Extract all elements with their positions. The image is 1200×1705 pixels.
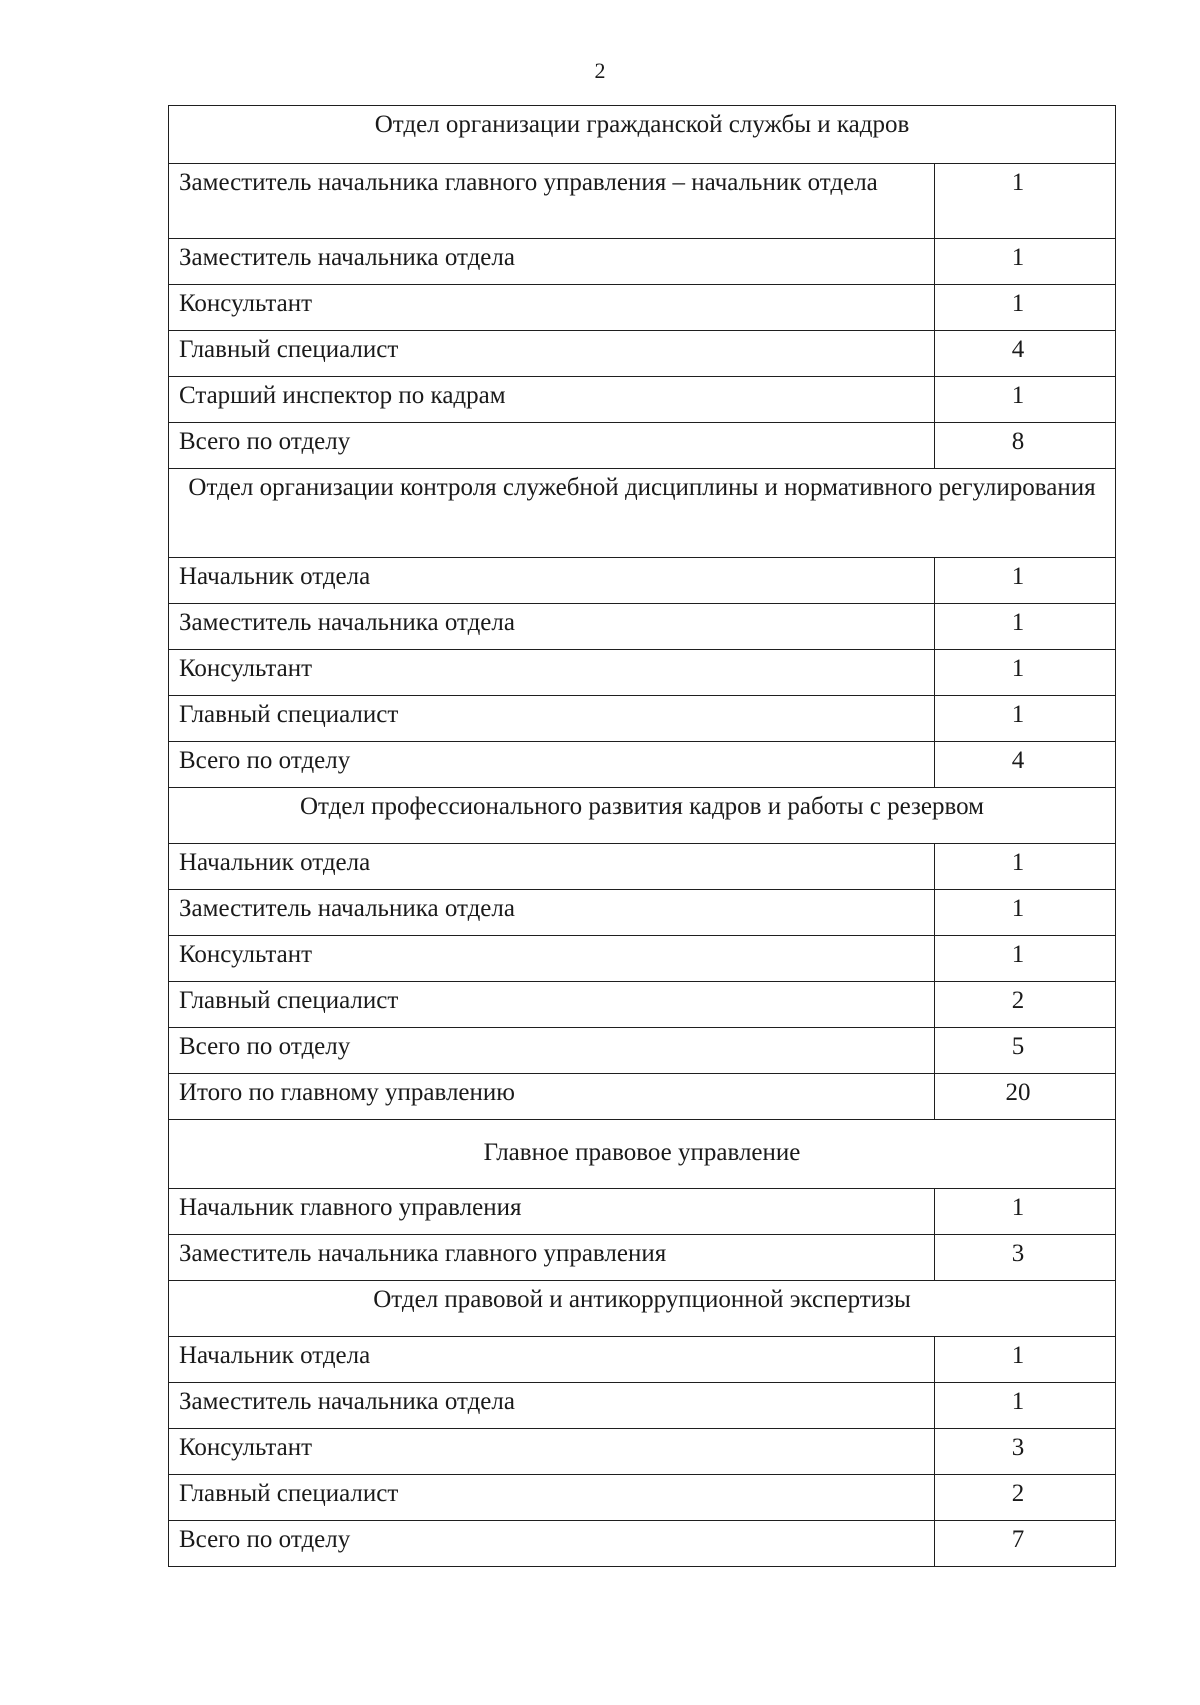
staff-count: 1: [935, 696, 1116, 742]
table-row: [169, 1074, 1116, 1120]
staff-count: 3: [935, 1429, 1116, 1475]
position-title: Начальник отдела: [169, 558, 935, 604]
staff-count: 1: [935, 604, 1116, 650]
department-title: Отдел организации гражданской службы и кадров: [169, 106, 1116, 164]
staff-count: 1: [935, 844, 1116, 890]
table-row: [169, 239, 1116, 285]
position-title: Начальник главного управления: [169, 1189, 935, 1235]
department-header-row: [169, 1120, 1116, 1189]
staff-count: 1: [935, 650, 1116, 696]
table-row: [169, 742, 1116, 788]
table-row: [169, 164, 1116, 239]
position-title: Консультант: [169, 1429, 935, 1475]
table-row: [169, 844, 1116, 890]
position-title: Главный специалист: [169, 1475, 935, 1521]
staff-count: 4: [935, 742, 1116, 788]
table-row: [169, 1028, 1116, 1074]
position-title: Консультант: [169, 285, 935, 331]
table-row: [169, 1383, 1116, 1429]
staffing-table: [168, 105, 1116, 1567]
position-title: Заместитель начальника главного управления: [169, 1235, 935, 1281]
position-title: Заместитель начальника отдела: [169, 1383, 935, 1429]
position-title: Главный специалист: [169, 696, 935, 742]
staff-count: 1: [935, 285, 1116, 331]
position-title: Всего по отделу: [169, 1521, 935, 1567]
position-title: Начальник отдела: [169, 1337, 935, 1383]
position-title: Старший инспектор по кадрам: [169, 377, 935, 423]
staffing-table-body: [169, 106, 1116, 1567]
position-title: Всего по отделу: [169, 423, 935, 469]
department-title: Отдел профессионального развития кадров и работы с резервом: [169, 788, 1116, 844]
staff-count: 1: [935, 1189, 1116, 1235]
staff-count: 1: [935, 1383, 1116, 1429]
department-title: Отдел организации контроля служебной дисциплины и нормативного регулирования: [169, 469, 1116, 558]
staff-count: 1: [935, 890, 1116, 936]
staff-count: 2: [935, 982, 1116, 1028]
table-row: [169, 331, 1116, 377]
table-row: [169, 285, 1116, 331]
table-row: [169, 936, 1116, 982]
position-title: Консультант: [169, 650, 935, 696]
table-row: [169, 696, 1116, 742]
page-number: 2: [594, 58, 606, 83]
department-title: Главное правовое управление: [169, 1120, 1116, 1189]
position-title: Главный специалист: [169, 331, 935, 377]
table-row: [169, 1337, 1116, 1383]
position-title: Главный специалист: [169, 982, 935, 1028]
staff-count: 3: [935, 1235, 1116, 1281]
position-title: Заместитель начальника отдела: [169, 239, 935, 285]
position-title: Заместитель начальника главного управления – начальник отдела: [169, 164, 935, 239]
staff-count: 1: [935, 936, 1116, 982]
staff-count: 1: [935, 164, 1116, 239]
position-title: Всего по отделу: [169, 742, 935, 788]
table-row: [169, 1235, 1116, 1281]
table-row: [169, 1189, 1116, 1235]
table-row: [169, 558, 1116, 604]
table-row: [169, 604, 1116, 650]
department-header-row: [169, 469, 1116, 558]
staff-count: 1: [935, 558, 1116, 604]
position-title: Заместитель начальника отдела: [169, 890, 935, 936]
table-row: [169, 423, 1116, 469]
staff-count: 1: [935, 1337, 1116, 1383]
table-row: [169, 890, 1116, 936]
position-title: Всего по отделу: [169, 1028, 935, 1074]
staff-count: 1: [935, 377, 1116, 423]
position-title: Итого по главному управлению: [169, 1074, 935, 1120]
staff-count: 8: [935, 423, 1116, 469]
staff-count: 4: [935, 331, 1116, 377]
position-title: Консультант: [169, 936, 935, 982]
department-header-row: [169, 106, 1116, 164]
department-header-row: [169, 788, 1116, 844]
table-row: [169, 1429, 1116, 1475]
staff-count: 1: [935, 239, 1116, 285]
department-header-row: [169, 1281, 1116, 1337]
table-row: [169, 377, 1116, 423]
staff-count: 20: [935, 1074, 1116, 1120]
table-row: [169, 1521, 1116, 1567]
staff-count: 5: [935, 1028, 1116, 1074]
position-title: Заместитель начальника отдела: [169, 604, 935, 650]
table-row: [169, 982, 1116, 1028]
table-row: [169, 650, 1116, 696]
position-title: Начальник отдела: [169, 844, 935, 890]
staff-count: 2: [935, 1475, 1116, 1521]
department-title: Отдел правовой и антикоррупционной экспертизы: [169, 1281, 1116, 1337]
table-row: [169, 1475, 1116, 1521]
staff-count: 7: [935, 1521, 1116, 1567]
